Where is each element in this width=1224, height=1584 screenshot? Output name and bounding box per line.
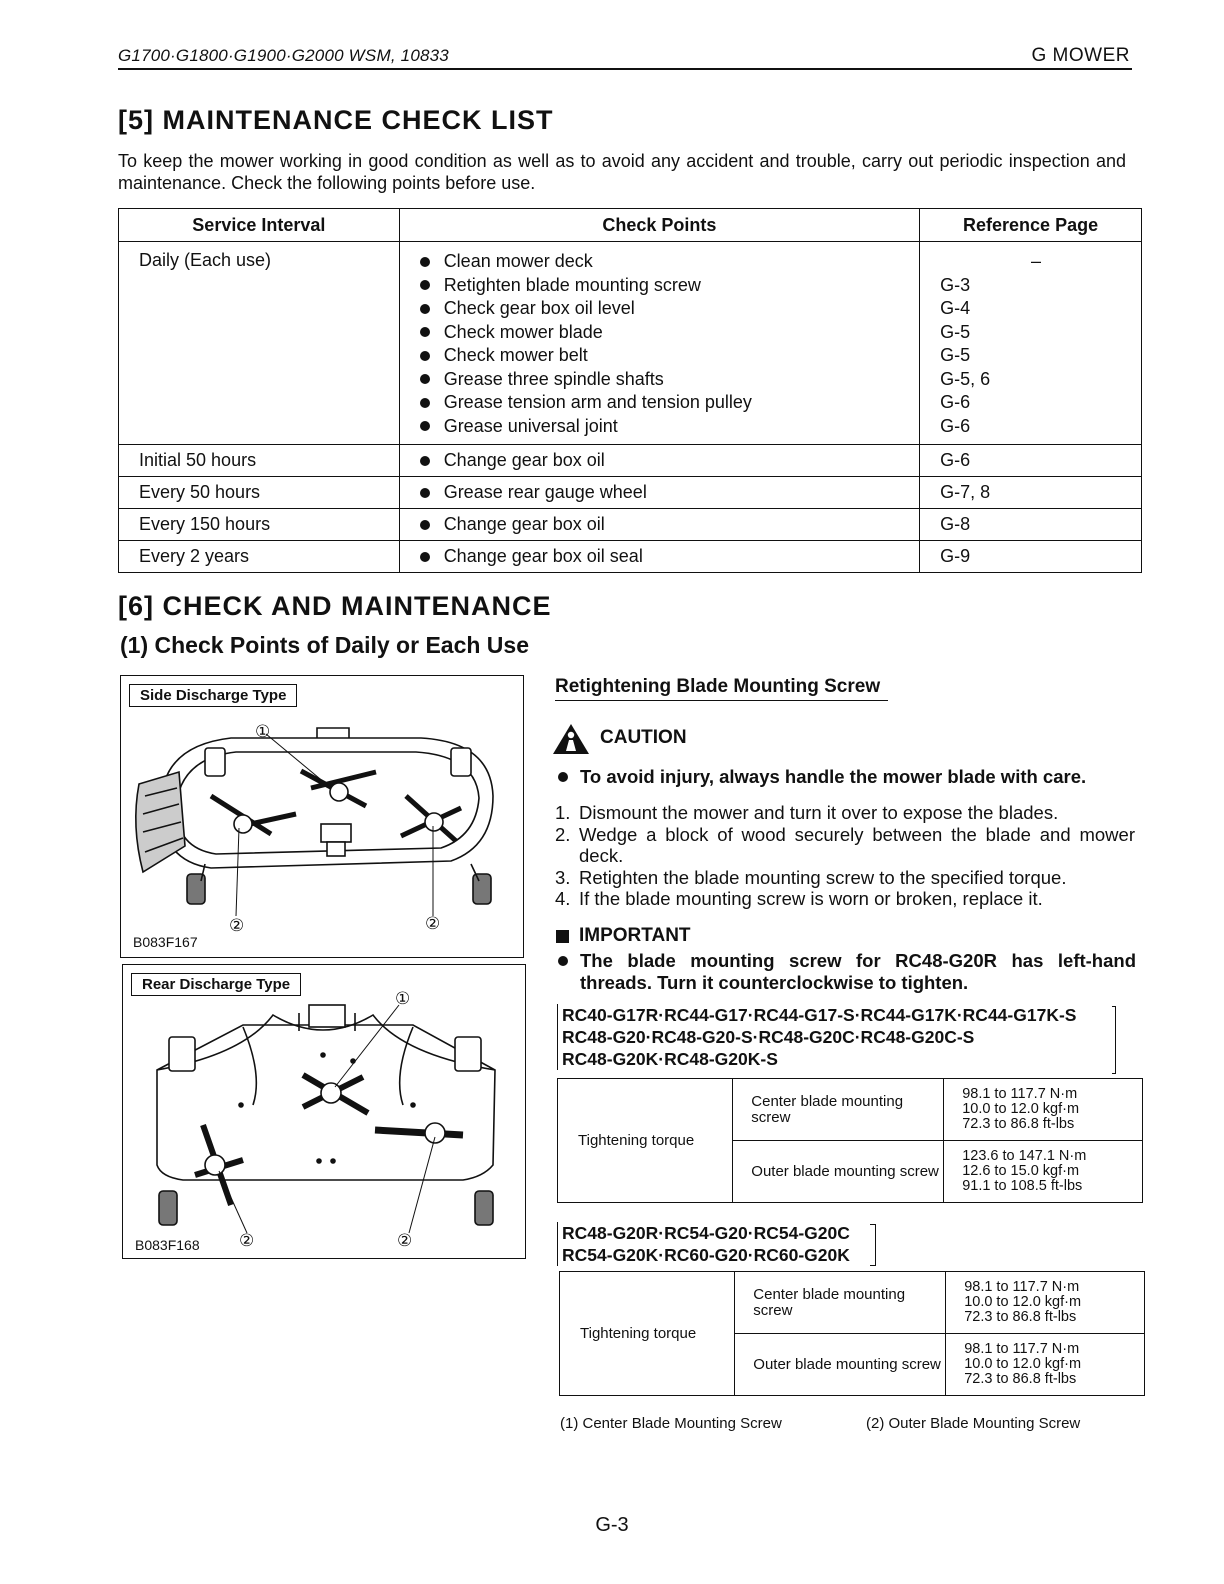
- outer-screw-values: [944, 1141, 1143, 1203]
- callout-center-screw: ①: [395, 989, 411, 1008]
- side-discharge-illustration: [121, 676, 525, 959]
- torque-value: 98.1 to 117.7 N·m: [964, 1279, 1080, 1295]
- caution-statement: [556, 766, 1086, 788]
- bullet-icon: [420, 257, 430, 267]
- reference-cell: G-7, 8: [920, 477, 1142, 509]
- torque-label: Tightening torque: [558, 1079, 733, 1203]
- figure-rear-code: B083F168: [135, 1237, 200, 1253]
- model-line: RC48-G20·RC48-G20-S·RC48-G20C·RC48-G20C-S: [562, 1027, 975, 1047]
- check-point-text: Check gear box oil level: [443, 298, 635, 319]
- bullet-icon: [420, 456, 430, 466]
- section-6-title: [6] CHECK AND MAINTENANCE: [118, 591, 552, 621]
- header-rule: [118, 68, 1132, 70]
- check-point-text: Change gear box oil seal: [443, 546, 643, 566]
- reference-cell: G-6: [920, 445, 1142, 477]
- col-header-check-points: Check Points: [399, 209, 919, 242]
- list-item: [400, 513, 919, 537]
- model-list-group-1: [557, 1004, 1117, 1070]
- reference-text: –: [1030, 251, 1041, 271]
- legend-item: (2) Outer Blade Mounting Screw: [866, 1415, 1081, 1432]
- check-point-text: Grease tension arm and tension pulley: [443, 392, 752, 413]
- list-item: [400, 297, 919, 321]
- torque-value: 123.6 to 147.1 N·m: [962, 1148, 1087, 1164]
- check-point-text: Change gear box oil: [443, 450, 605, 470]
- col-header-interval: Service Interval: [119, 209, 400, 242]
- bullet-icon: [420, 374, 430, 384]
- check-point-text: Grease universal joint: [443, 415, 618, 436]
- check-points-cell: [399, 242, 919, 445]
- center-screw-label: Center blade mounting screw: [733, 1079, 944, 1141]
- figure-rear-discharge: [122, 964, 526, 1259]
- bullet-icon: [420, 280, 430, 290]
- torque-value: 10.0 to 12.0 kgf·m: [962, 1101, 1080, 1117]
- bullet-icon: [420, 552, 430, 562]
- check-point-text: Grease three spindle shafts: [443, 368, 664, 389]
- warning-triangle-icon: [551, 722, 591, 756]
- caution-text: To avoid injury, always handle the mower blade with care.: [580, 766, 1087, 787]
- figure-side-code: B083F167: [133, 934, 198, 950]
- center-screw-values: [946, 1272, 1145, 1334]
- torque-table-group-2: [559, 1271, 1145, 1396]
- model-line: RC48-G20R·RC54-G20·RC54-G20C: [562, 1223, 850, 1243]
- figure-legend: [560, 1415, 1120, 1432]
- bullet-icon: [420, 351, 430, 361]
- check-points-cell: [399, 477, 919, 509]
- list-item: [400, 391, 919, 415]
- bullet-icon: [420, 398, 430, 408]
- check-point-text: Change gear box oil: [443, 514, 605, 534]
- check-points-cell: [399, 541, 919, 573]
- section-5-intro: To keep the mower working in good condition as well as to avoid any accident and trouble, carry out periodic inspection and maintenance. Check the following points before use.: [118, 151, 1126, 193]
- model-line: RC40-G17R·RC44-G17·RC44-G17-S·RC44-G17K·RC44-G17K-S: [562, 1005, 1077, 1025]
- figure-side-label: Side Discharge Type: [129, 684, 297, 707]
- interval-cell: Every 50 hours: [119, 477, 400, 509]
- bracket-right: [870, 1224, 876, 1266]
- list-item: [555, 867, 1135, 889]
- reference-text: G-6: [940, 392, 971, 412]
- reference-text: G-5: [940, 345, 971, 365]
- section-5-title: [5] MAINTENANCE CHECK LIST: [118, 105, 554, 135]
- list-item: [400, 321, 919, 345]
- reference-text: G-5: [940, 321, 971, 342]
- check-point-text: Grease rear gauge wheel: [443, 482, 647, 502]
- caution-label: CAUTION: [600, 727, 687, 748]
- torque-table-group-1: [557, 1078, 1143, 1203]
- table-row: [119, 242, 1142, 445]
- step-number: 3.: [555, 866, 571, 888]
- check-point-text: Retighten blade mounting screw: [443, 274, 701, 295]
- list-item: [400, 344, 919, 368]
- square-bullet-icon: [556, 930, 569, 943]
- list-item: [400, 481, 919, 505]
- reference-text: G-5, 6: [940, 368, 991, 389]
- outer-screw-label: Outer blade mounting screw: [735, 1334, 946, 1396]
- torque-value: 12.6 to 15.0 kgf·m: [962, 1163, 1080, 1179]
- torque-value: 72.3 to 86.8 ft-lbs: [964, 1309, 1077, 1325]
- list-item: [555, 802, 1135, 824]
- bullet-icon: [420, 327, 430, 337]
- list-item: [555, 824, 1135, 867]
- important-label: IMPORTANT: [579, 925, 691, 946]
- callout-center-screw: ①: [255, 722, 271, 741]
- procedure-title: Retightening Blade Mounting Screw: [555, 676, 888, 701]
- list-item: [400, 274, 919, 298]
- step-number: 1.: [555, 802, 571, 823]
- header-doc-id: G1700·G1800·G1900·G2000 WSM, 10833: [118, 46, 449, 65]
- interval-text: Daily (Each use): [139, 250, 272, 270]
- interval-cell: Every 2 years: [119, 541, 400, 573]
- rear-discharge-illustration: [123, 965, 527, 1260]
- interval-cell: [119, 242, 400, 445]
- callout-outer-screw-left: ②: [239, 1231, 255, 1250]
- center-screw-values: [944, 1079, 1143, 1141]
- important-statement: [556, 950, 1136, 994]
- table-row: [119, 509, 1142, 541]
- legend-item: (1) Center Blade Mounting Screw: [560, 1415, 782, 1432]
- bracket-right: [1112, 1006, 1116, 1074]
- torque-value: 10.0 to 12.0 kgf·m: [964, 1356, 1082, 1372]
- reference-cell: G-9: [920, 541, 1142, 573]
- list-item: [400, 250, 919, 274]
- reference-text: G-6: [940, 415, 971, 436]
- center-screw-label: Center blade mounting screw: [735, 1272, 946, 1334]
- model-list-group-2: [557, 1222, 887, 1266]
- step-text: If the blade mounting screw is worn or broken, replace it.: [579, 888, 1043, 909]
- reference-cell: G-8: [920, 509, 1142, 541]
- list-item: [400, 415, 919, 439]
- interval-cell: Every 150 hours: [119, 509, 400, 541]
- check-points-cell: [399, 445, 919, 477]
- important-heading: [556, 925, 691, 947]
- check-point-text: Clean mower deck: [443, 251, 593, 272]
- model-line: RC48-G20K·RC48-G20K-S: [562, 1049, 778, 1069]
- important-text: The blade mounting screw for RC48-G20R has left-hand threads. Turn it counterclockwise to tighten.: [580, 950, 1136, 993]
- callout-outer-screw-right: ②: [397, 1231, 413, 1250]
- page-number: G-3: [595, 1514, 629, 1536]
- reference-cell: [920, 242, 1142, 445]
- subsection-title: (1) Check Points of Daily or Each Use: [120, 632, 530, 658]
- torque-value: 10.0 to 12.0 kgf·m: [964, 1294, 1082, 1310]
- model-line: RC54-G20K·RC60-G20·RC60-G20K: [562, 1245, 850, 1265]
- maintenance-table: [118, 208, 1142, 573]
- table-row: [560, 1272, 1145, 1334]
- check-points-cell: [399, 509, 919, 541]
- torque-value: 72.3 to 86.8 ft-lbs: [962, 1116, 1075, 1132]
- bullet-icon: [420, 304, 430, 314]
- table-row: [119, 445, 1142, 477]
- table-row: [558, 1079, 1143, 1141]
- callout-outer-screw-right: ②: [425, 914, 441, 933]
- callout-outer-screw-left: ②: [229, 916, 245, 935]
- figure-side-discharge: [120, 675, 524, 958]
- torque-value: 98.1 to 117.7 N·m: [964, 1341, 1080, 1357]
- reference-text: G-4: [940, 298, 971, 318]
- step-text: Dismount the mower and turn it over to expose the blades.: [579, 802, 1059, 823]
- outer-screw-values: [946, 1334, 1145, 1396]
- check-point-text: Check mower belt: [443, 345, 588, 366]
- list-item: [400, 368, 919, 392]
- header-section: G MOWER: [1031, 45, 1130, 66]
- figure-rear-label: Rear Discharge Type: [131, 973, 301, 996]
- torque-value: 98.1 to 117.7 N·m: [962, 1086, 1078, 1102]
- step-text: Retighten the blade mounting screw to the specified torque.: [579, 866, 1067, 888]
- torque-label: Tightening torque: [560, 1272, 735, 1396]
- bullet-icon: [558, 956, 568, 966]
- bullet-icon: [420, 520, 430, 530]
- procedure-steps: [555, 802, 1135, 910]
- col-header-reference: Reference Page: [920, 209, 1142, 242]
- bullet-icon: [420, 488, 430, 498]
- torque-value: 91.1 to 108.5 ft-lbs: [962, 1178, 1083, 1194]
- table-header-row: [119, 209, 1142, 242]
- step-text: Wedge a block of wood securely between the blade and mower deck.: [579, 823, 1135, 866]
- interval-cell: Initial 50 hours: [119, 445, 400, 477]
- step-number: 4.: [555, 888, 571, 909]
- list-item: [555, 888, 1135, 910]
- reference-text: G-3: [940, 274, 971, 295]
- torque-value: 72.3 to 86.8 ft-lbs: [964, 1371, 1077, 1387]
- bullet-icon: [420, 421, 430, 431]
- step-number: 2.: [555, 823, 571, 845]
- table-row: [119, 541, 1142, 573]
- check-point-text: Check mower blade: [443, 321, 603, 342]
- list-item: [400, 449, 919, 473]
- list-item: [400, 545, 919, 569]
- outer-screw-label: Outer blade mounting screw: [733, 1141, 944, 1203]
- table-row: [119, 477, 1142, 509]
- bullet-icon: [558, 772, 568, 782]
